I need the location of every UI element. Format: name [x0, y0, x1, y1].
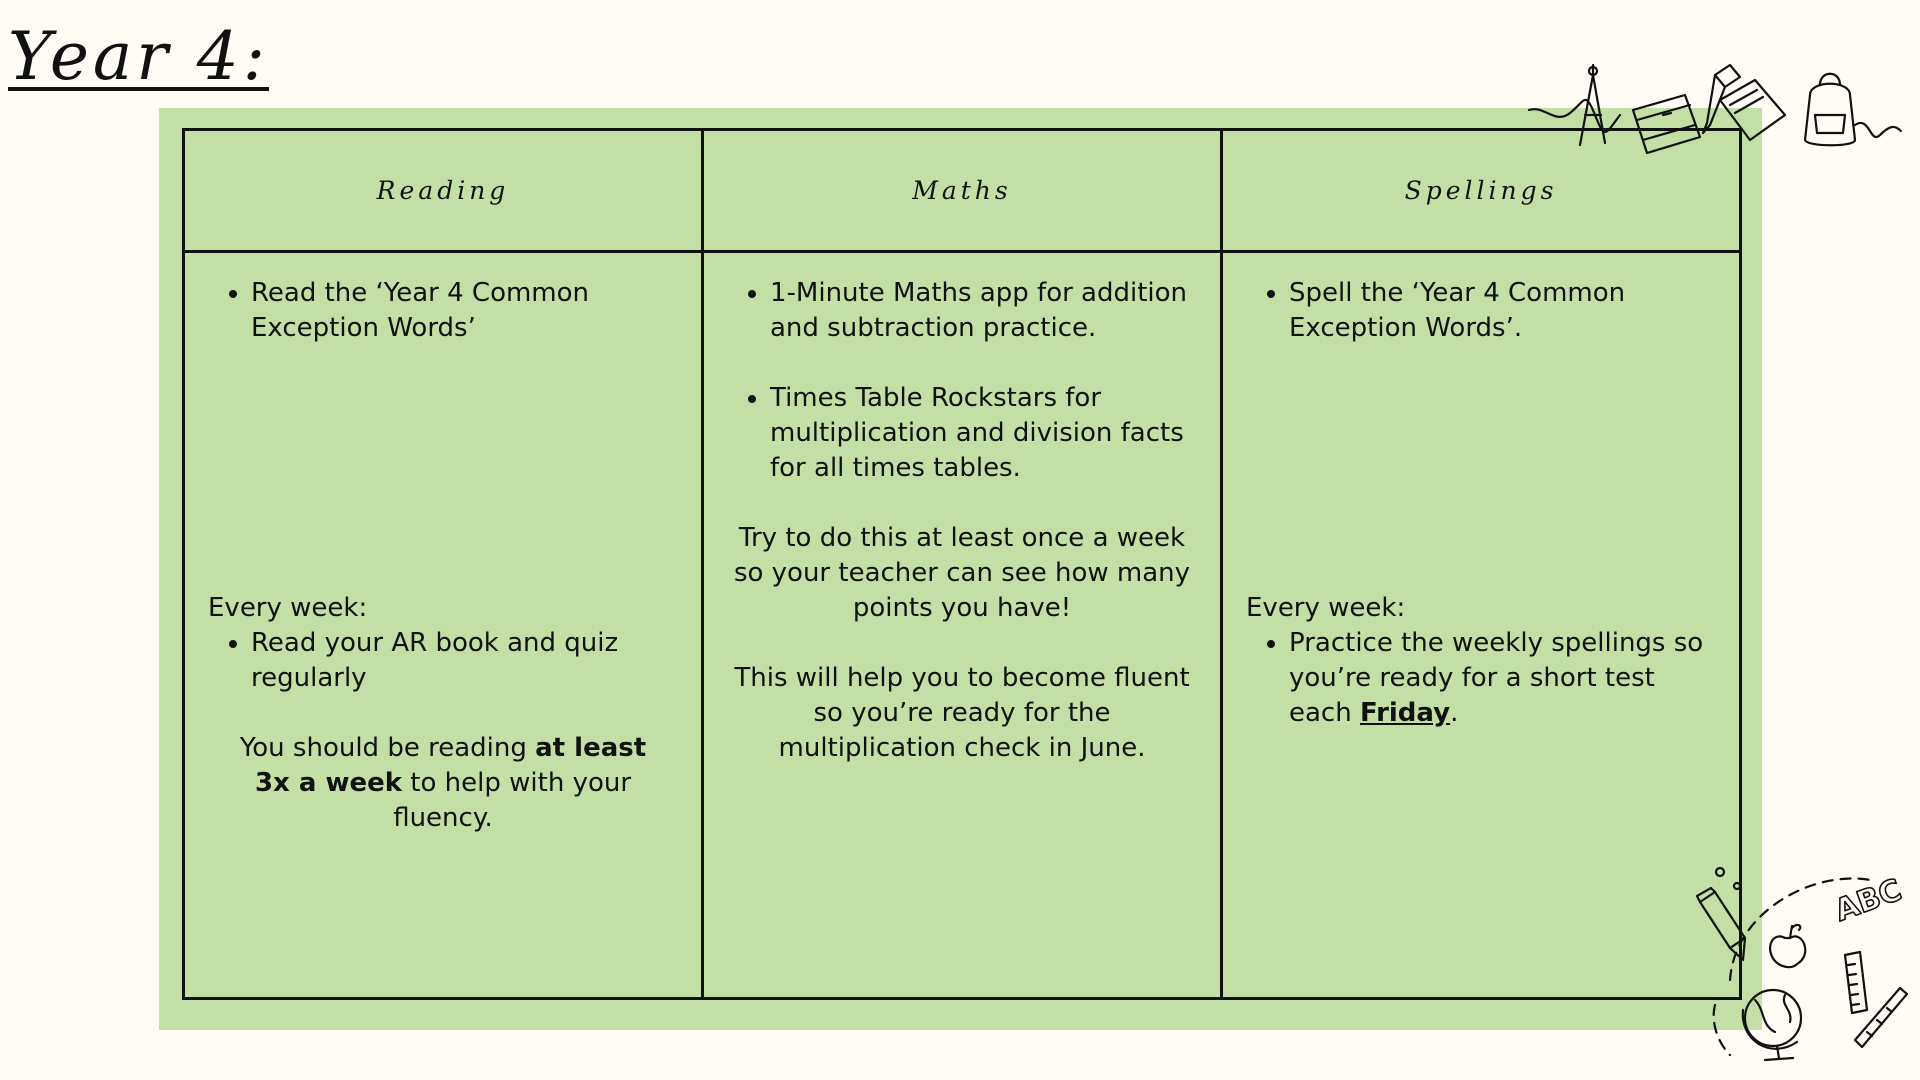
reading-note-bold: at least 3x a week — [254, 733, 647, 798]
reading-note-prefix: You should be reading — [239, 733, 536, 763]
reading-bullet-2: • Read your AR book and quiz regularly — [251, 626, 678, 696]
abc-text: ABC — [1830, 872, 1907, 929]
maths-cell — [703, 252, 1222, 999]
reading-bullet-1: • Read the ‘Year 4 Common Exception Words’ — [251, 276, 678, 346]
page-title: Year 4: — [8, 18, 269, 95]
reading-every-week-label: Every week: — [208, 593, 368, 623]
header-row — [184, 130, 1741, 252]
maths-para-1: Try to do this at least once a week so your teacher can see how many points you have! — [733, 523, 1191, 623]
spellings-list-2 — [1246, 626, 1716, 731]
header-maths: Maths — [703, 130, 1222, 252]
content-row — [184, 252, 1741, 999]
spellings-bullet-1: • Spell the ‘Year 4 Common Exception Words’. — [1289, 276, 1716, 346]
reading-cell — [184, 252, 703, 999]
maths-para-2: This will help you to become fluent so you’re ready for the multiplication check in June. — [734, 663, 1190, 763]
maths-list — [727, 276, 1197, 346]
spellings-list-1 — [1246, 276, 1716, 346]
reading-list-2 — [208, 626, 678, 696]
friday-text: Friday — [1359, 698, 1451, 728]
spellings-bullet-2-prefix: Practice the weekly spellings so you’re ready for a short test each — [1289, 628, 1704, 728]
spellings-cell — [1222, 252, 1741, 999]
reading-note — [208, 731, 678, 836]
header-spellings: Spellings — [1222, 130, 1741, 252]
reading-note-suffix: to help with your fluency. — [393, 768, 632, 833]
maths-bullet-1: • 1-Minute Maths app for addition and subtraction practice. — [770, 276, 1197, 346]
homework-table — [182, 128, 1742, 1000]
spellings-bullet-2-suffix: . — [1450, 698, 1459, 728]
spellings-every-week-label: Every week: — [1246, 593, 1406, 623]
maths-bullet-2: • Times Table Rockstars for multiplication and division facts for all times tables. — [770, 381, 1197, 486]
maths-list-2 — [727, 381, 1197, 486]
classroom-doodle-icon — [1695, 860, 1910, 1065]
reading-list-1 — [208, 276, 678, 346]
spellings-bullet-2 — [1289, 626, 1716, 731]
header-reading: Reading — [184, 130, 703, 252]
school-supplies-doodle-icon — [1525, 55, 1905, 160]
